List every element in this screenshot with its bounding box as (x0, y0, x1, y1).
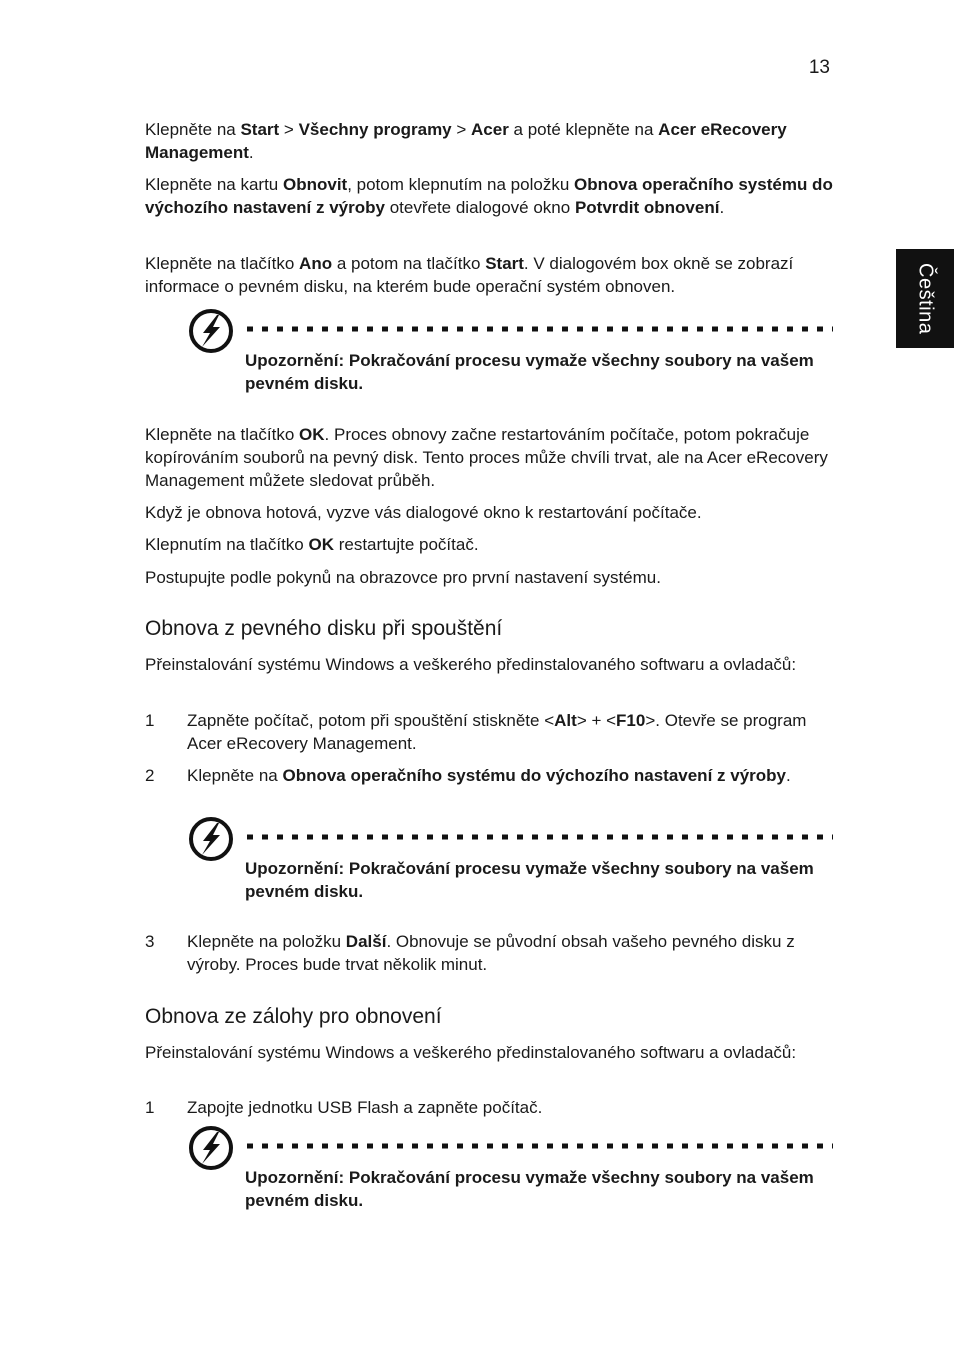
step-text: Zapněte počítač, potom při spouštění stiskněte <Alt> + <F10>. Otevře se program Acer eRecovery Management. (187, 711, 807, 753)
step-number: 1 (145, 1098, 155, 1117)
warning-lightning-icon (187, 307, 235, 355)
paragraph-restore-tab: Klepněte na kartu Obnovit, potom klepnutím na položku Obnova operačního systému do výchozího nastavení z výroby otevřete dialogové okno Potvrdit obnovení. (145, 175, 833, 217)
paragraph-first-setup: Postupujte podle pokynů na obrazovce pro první nastavení systému. (145, 568, 661, 587)
dotted-separator (245, 326, 833, 332)
section-intro: Přeinstalování systému Windows a veškerého předinstalovaného softwaru a ovladačů: (145, 655, 797, 674)
language-tab-label: Čeština (914, 262, 937, 335)
warning-message: Upozornění: Pokračování procesu vymaže všechny soubory na vašem pevném disku. (245, 1168, 814, 1210)
paragraph-ok-process: Klepněte na tlačítko OK. Proces obnovy začne restartováním počítače, potom pokračuje kopírováním souborů na pevný disk. Tento proces může chvíli trvat, ale na Acer eRecovery Management můžete sledovat průběh. (145, 425, 828, 490)
warning-message: Upozornění: Pokračování procesu vymaže všechny soubory na vašem pevném disku. (245, 351, 814, 393)
warning-lightning-icon (187, 815, 235, 863)
section-intro: Přeinstalování systému Windows a veškerého předinstalovaného softwaru a ovladačů: (145, 1043, 797, 1062)
dotted-separator (245, 1143, 833, 1149)
step-number: 2 (145, 766, 155, 785)
warning-lightning-icon (187, 1124, 235, 1172)
section-heading-backup: Obnova ze zálohy pro obnovení (145, 1005, 442, 1028)
section-heading-hdd-boot: Obnova z pevného disku při spouštění (145, 617, 503, 640)
step-number: 3 (145, 932, 155, 951)
paragraph-yes-start: Klepněte na tlačítko Ano a potom na tlačítko Start. V dialogovém box okně se zobrazí informace o pevném disku, na kterém bude operační systém obnoven. (145, 254, 794, 296)
step-number: 1 (145, 711, 155, 730)
step-text: Klepněte na položku Další. Obnovuje se původní obsah vašeho pevného disku z výroby. Proces bude trvat několik minut. (187, 932, 795, 974)
step-text: Zapojte jednotku USB Flash a zapněte počítač. (187, 1098, 543, 1117)
paragraph-ok-restart: Klepnutím na tlačítko OK restartujte počítač. (145, 535, 479, 554)
paragraph-restart-prompt: Když je obnova hotová, vyzve vás dialogové okno k restartování počítače. (145, 503, 702, 522)
page-number: 13 (808, 57, 830, 78)
dotted-separator (245, 834, 833, 840)
warning-message: Upozornění: Pokračování procesu vymaže všechny soubory na vašem pevném disku. (245, 859, 814, 901)
paragraph-start-menu: Klepněte na Start > Všechny programy > Acer a poté klepněte na Acer eRecovery Management. (145, 120, 787, 162)
step-text: Klepněte na Obnova operačního systému do výchozího nastavení z výroby. (187, 766, 791, 785)
language-tab (896, 249, 954, 348)
